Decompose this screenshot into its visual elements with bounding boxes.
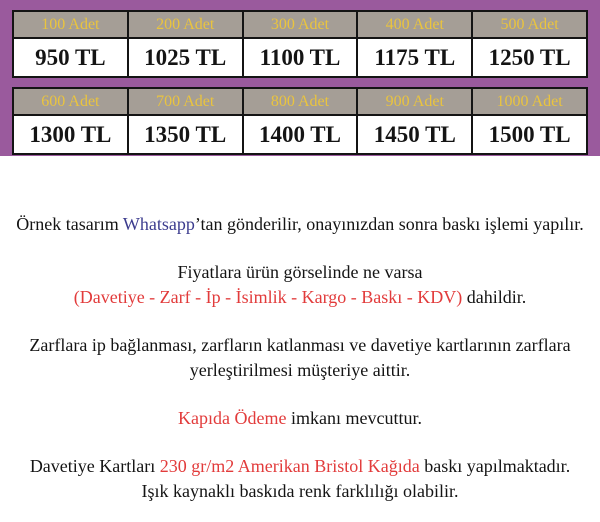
price-cell: 1025 TL [128, 38, 243, 77]
qty-header-cell: 300 Adet [243, 11, 358, 38]
price-table-600-1000 [12, 87, 588, 155]
qty-header-cell: 500 Adet [472, 11, 587, 38]
assembly-line1: Zarflara ip bağlanması, zarfların katlanması ve davetiye kartlarının zarflara [29, 335, 571, 355]
paper-spec-highlight: 230 gr/m2 Amerikan Bristol Kağıda [159, 456, 420, 476]
qty-header-cell: 400 Adet [357, 11, 472, 38]
qty-header-cell: 200 Adet [128, 11, 243, 38]
qty-header-cell: 800 Adet [243, 88, 358, 115]
qty-header-cell: 100 Adet [13, 11, 128, 38]
cod-suffix: imkanı mevcuttur. [286, 408, 422, 428]
cod-highlight: Kapıda Ödeme [178, 408, 287, 428]
assembly-line2: yerleştirilmesi müşteriye aittir. [189, 360, 411, 380]
includes-items-line [0, 285, 600, 310]
qty-header-cell: 900 Adet [357, 88, 472, 115]
paper-spec-line [0, 454, 600, 479]
price-row [13, 115, 587, 154]
price-row [13, 38, 587, 77]
price-cell: 1500 TL [472, 115, 587, 154]
price-cell: 1250 TL [472, 38, 587, 77]
paper-post: baskı yapılmaktadır. [419, 456, 571, 476]
color-variation-line: Işık kaynaklı baskıda renk farklılığı olabilir. [141, 481, 459, 501]
qty-header-cell: 600 Adet [13, 88, 128, 115]
price-cell: 950 TL [13, 38, 128, 77]
assembly-note [0, 333, 600, 383]
price-cell: 1300 TL [13, 115, 128, 154]
info-section [0, 156, 600, 504]
paper-pre: Davetiye Kartları [29, 456, 160, 476]
price-cell: 1450 TL [357, 115, 472, 154]
price-includes-note [0, 260, 600, 310]
includes-items-highlight: (Davetiye - Zarf - İp - İsimlik - Kargo - Baskı - KDV) [73, 287, 463, 307]
price-cell: 1175 TL [357, 38, 472, 77]
cod-note [0, 406, 600, 431]
includes-suffix: dahildir. [462, 287, 527, 307]
qty-header-row [13, 11, 587, 38]
qty-header-cell: 700 Adet [128, 88, 243, 115]
price-cell: 1400 TL [243, 115, 358, 154]
price-panel [0, 0, 600, 156]
paper-note [0, 454, 600, 504]
whatsapp-link[interactable]: Whatsapp [122, 214, 195, 234]
price-cell: 1350 TL [128, 115, 243, 154]
sample-design-note [0, 212, 600, 237]
sample-design-post: ’tan gönderilir, onayınızdan sonra baskı işlemi yapılır. [194, 214, 584, 234]
sample-design-pre: Örnek tasarım [16, 214, 123, 234]
qty-header-row [13, 88, 587, 115]
price-cell: 1100 TL [243, 38, 358, 77]
includes-intro-line: Fiyatlara ürün görselinde ne varsa [177, 262, 423, 282]
price-table-100-500 [12, 10, 588, 78]
qty-header-cell: 1000 Adet [472, 88, 587, 115]
